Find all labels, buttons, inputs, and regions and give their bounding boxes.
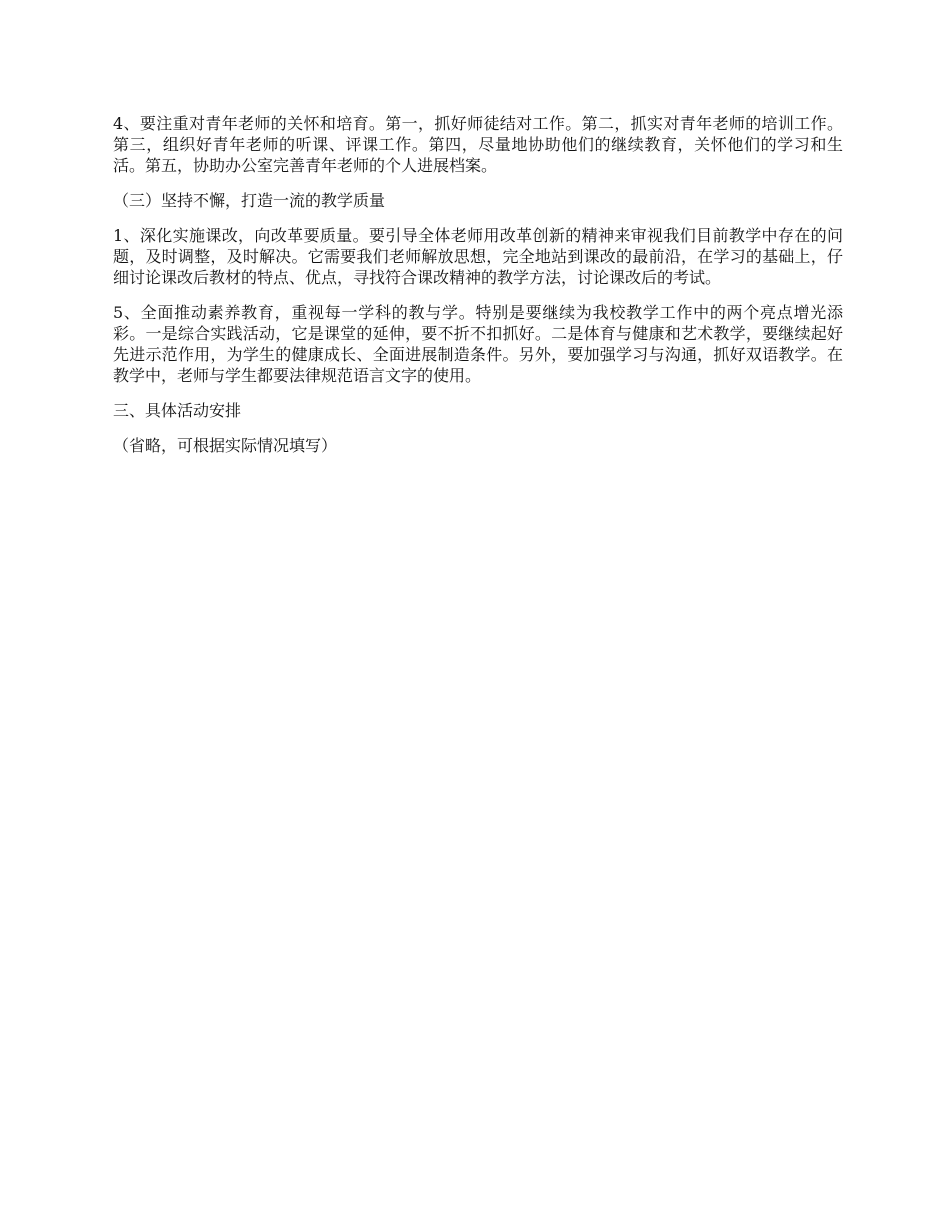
- section-heading-teaching-quality: （三）坚持不懈，打造一流的教学质量: [113, 191, 386, 210]
- paragraph-curriculum-reform: 1、深化实施课改，向改革要质量。要引导全体老师用改革创新的精神来审视我们目前教学中存在的问题，及时调整，及时解决。它需要我们老师解放思想，完全地站到课改的最前沿，在学习的基础上，仔细讨论课改后教材的特点、优点，寻找符合课改精神的教学方法，讨论课改后的考试。: [113, 226, 843, 287]
- paragraph-quality-education: 5、全面推动素养教育，重视每一学科的教与学。特别是要继续为我校教学工作中的两个亮点增光添彩。一是综合实践活动，它是课堂的延伸，要不折不扣抓好。二是体育与健康和艺术教学，要继续起好先进示范作用，为学生的健康成长、全面进展制造条件。另外，要加强学习与沟通，抓好双语教学。在教学中，老师与学生都要法律规范语言文字的使用。: [113, 303, 843, 385]
- section-heading-activities: 三、具体活动安排: [113, 401, 242, 420]
- paragraph-young-teachers: 4、要注重对青年老师的关怀和培育。第一，抓好师徒结对工作。第二，抓实对青年老师的培训工作。第三，组织好青年老师的听课、评课工作。第四，尽量地协助他们的继续教育，关怀他们的学习和生活。第五，协助办公室完善青年老师的个人进展档案。: [113, 114, 843, 175]
- document-page: [113, 113, 843, 470]
- paragraph-omitted-note: （省略，可根据实际情况填写）: [113, 436, 338, 455]
